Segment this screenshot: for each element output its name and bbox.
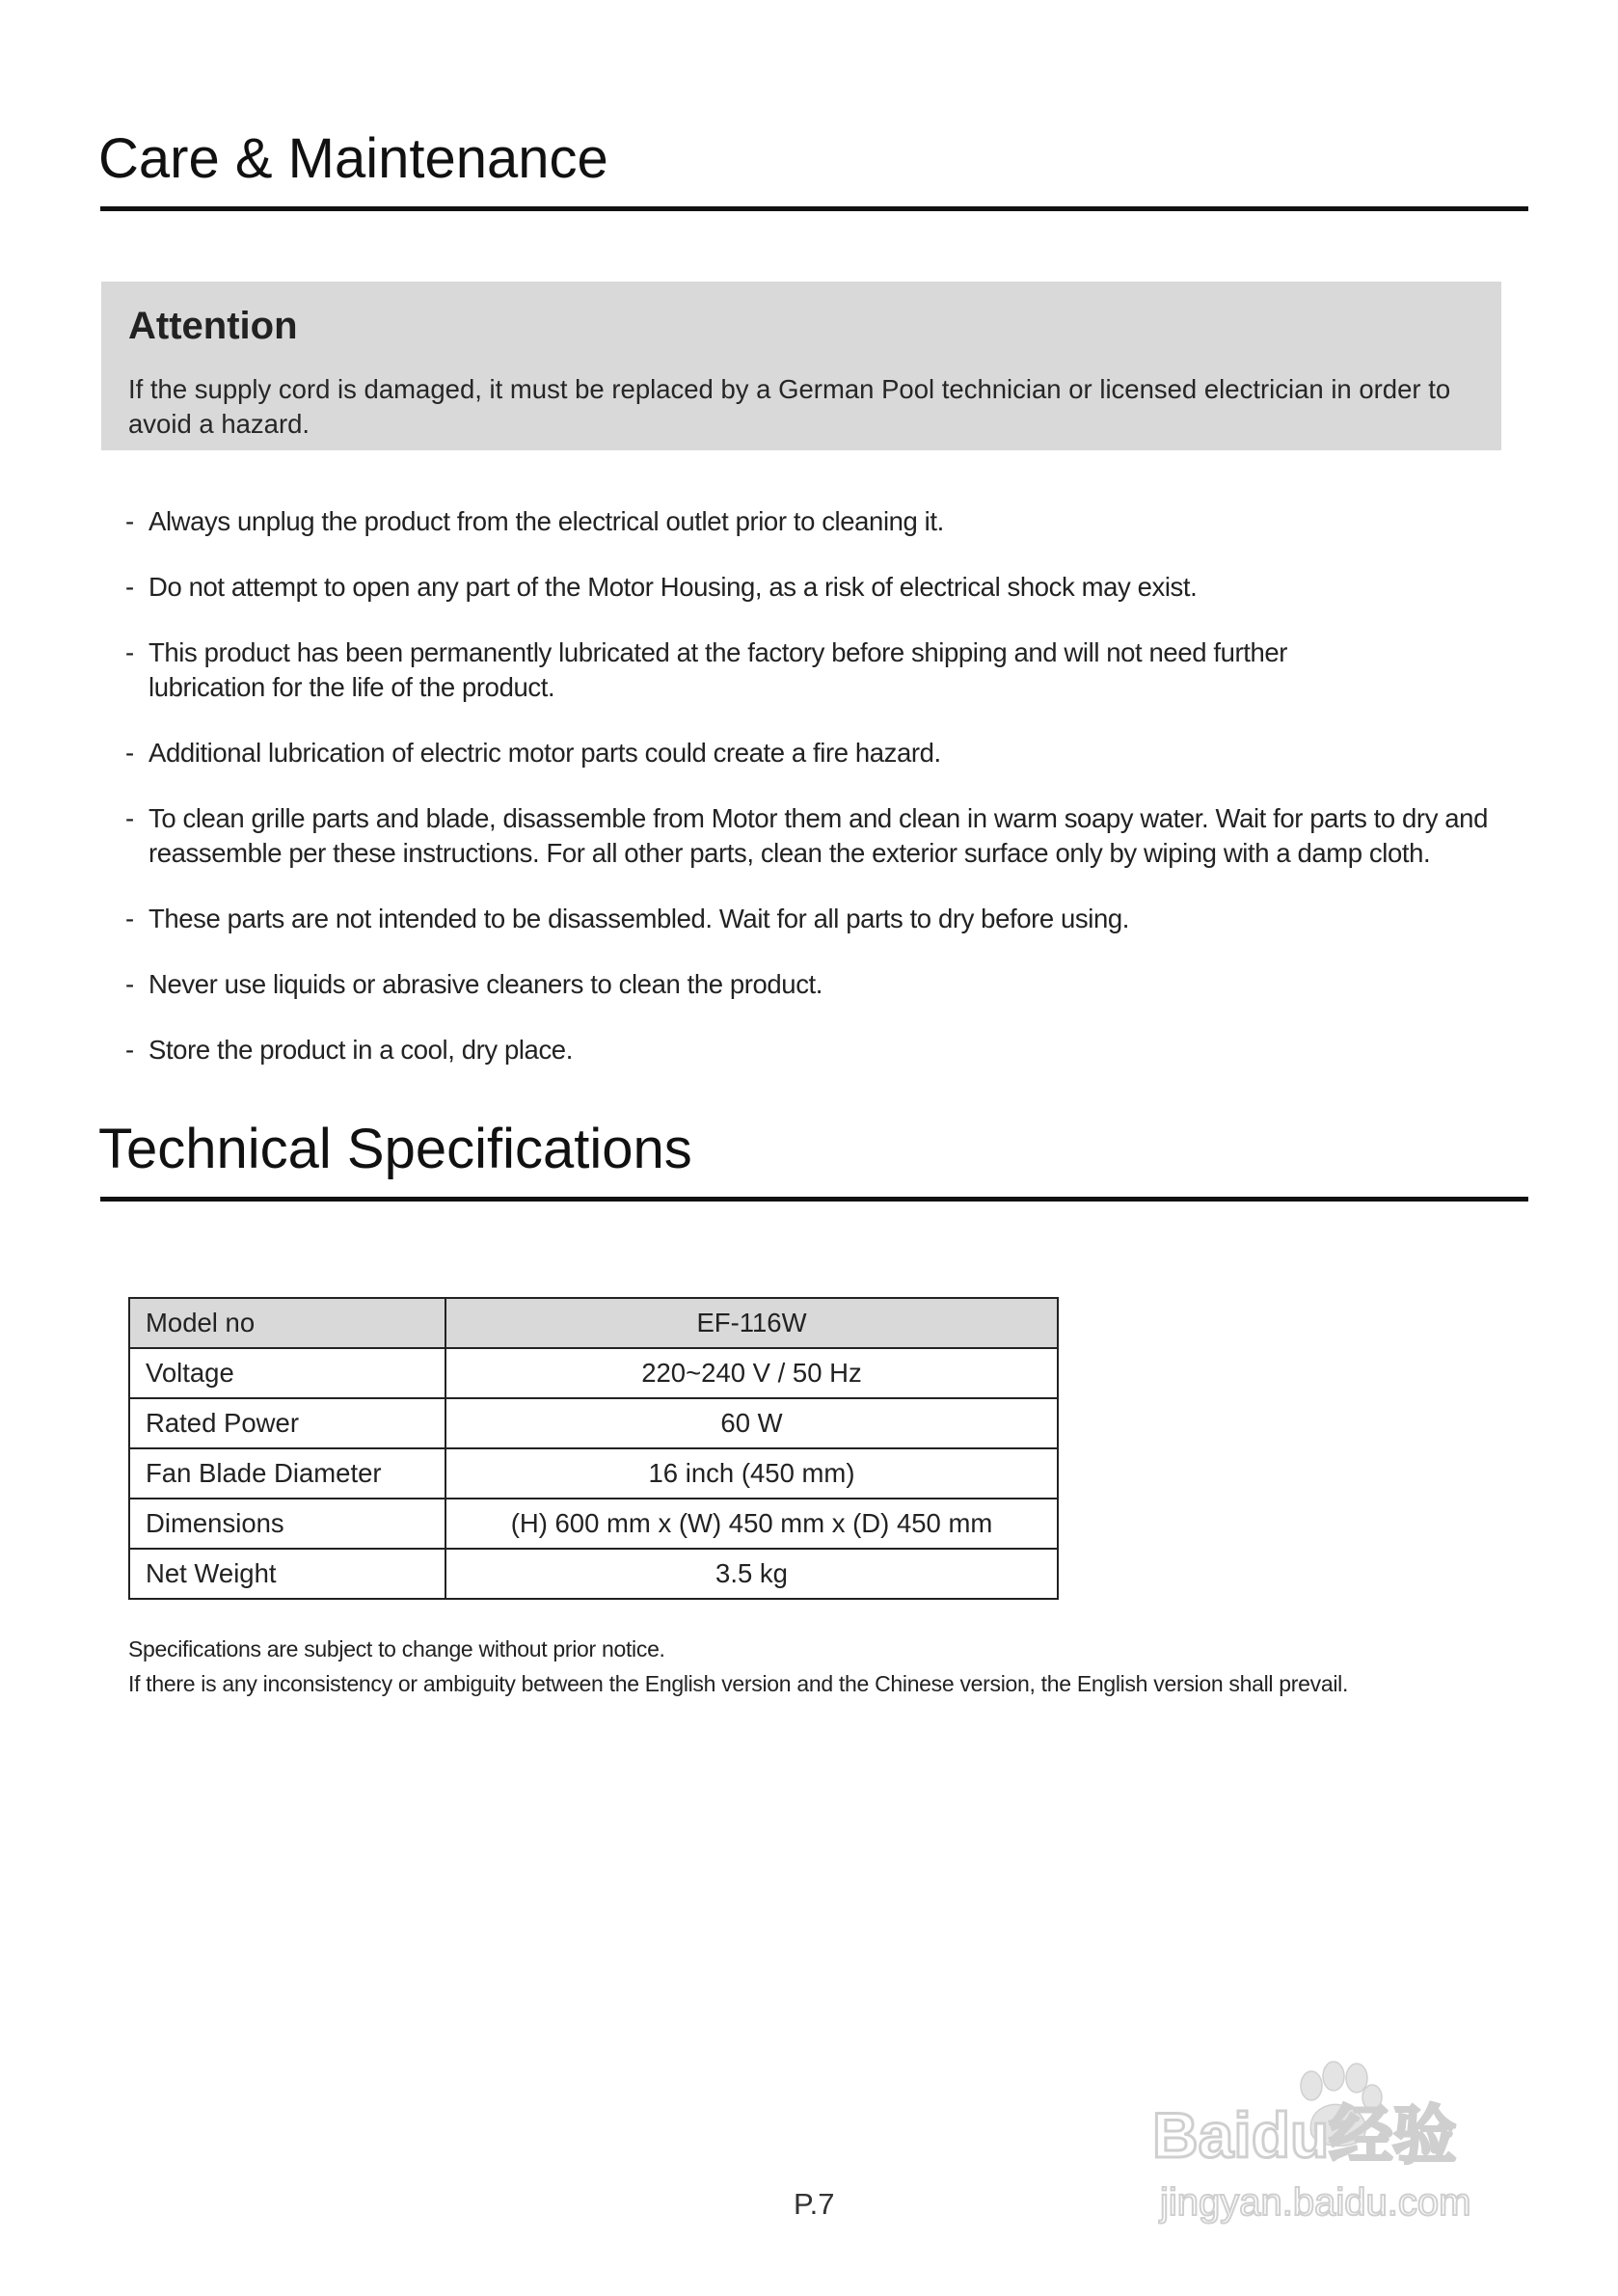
attention-box	[101, 282, 1501, 450]
list-item	[125, 635, 1495, 705]
list-dash: -	[125, 803, 134, 833]
attention-text: If the supply cord is damaged, it must be replaced by a German Pool technician or licensed electrician in order to avoid a hazard.	[128, 374, 1451, 439]
page-number: P.7	[794, 2187, 835, 2221]
list-item	[125, 967, 1495, 1002]
table-row	[129, 1448, 1058, 1499]
baidu-watermark-logo	[1152, 2049, 1538, 2242]
list-item	[125, 902, 1495, 936]
list-item-text: Do not attempt to open any part of the Motor Housing, as a risk of electrical shock may exist.	[148, 572, 1198, 602]
spec-note: Specifications are subject to change without prior notice.	[128, 1636, 665, 1661]
list-dash: -	[125, 1035, 134, 1065]
spec-value: 16 inch (450 mm)	[445, 1448, 1058, 1499]
attention-heading: Attention	[128, 305, 298, 347]
spec-value: EF-116W	[445, 1298, 1058, 1348]
care-maintenance-title: Care & Maintenance	[98, 127, 608, 190]
spec-value: 60 W	[445, 1398, 1058, 1448]
list-item-text: This product has been permanently lubricated at the factory before shipping and will not need further lubrication for the life of the product.	[148, 637, 1288, 702]
technical-specifications-title: Technical Specifications	[98, 1118, 692, 1180]
list-item	[125, 736, 1495, 770]
list-item-text: These parts are not intended to be disassembled. Wait for all parts to dry before using.	[148, 904, 1129, 933]
spec-label: Dimensions	[129, 1499, 445, 1549]
care-title-rule	[100, 206, 1528, 211]
spec-value: (H) 600 mm x (W) 450 mm x (D) 450 mm	[445, 1499, 1058, 1549]
list-item	[125, 504, 1495, 539]
list-dash: -	[125, 506, 134, 536]
care-instructions-list	[125, 504, 1495, 1098]
list-item-text: Store the product in a cool, dry place.	[148, 1035, 573, 1065]
spec-value: 3.5 kg	[445, 1549, 1058, 1599]
spec-label: Rated Power	[129, 1398, 445, 1448]
list-item	[125, 1033, 1495, 1067]
spec-value: 220~240 V / 50 Hz	[445, 1348, 1058, 1398]
list-dash: -	[125, 738, 134, 768]
spec-note: If there is any inconsistency or ambiguity between the English version and the Chinese version, the English version shall prevail.	[128, 1671, 1349, 1696]
table-row	[129, 1549, 1058, 1599]
spec-label: Net Weight	[129, 1549, 445, 1599]
list-item	[125, 801, 1495, 871]
spec-notes	[128, 1632, 1348, 1701]
spec-label: Model no	[129, 1298, 445, 1348]
table-row	[129, 1398, 1058, 1448]
watermark-url: jingyan.baidu.com	[1160, 2181, 1471, 2224]
list-item	[125, 570, 1495, 605]
list-item-text: To clean grille parts and blade, disassemble from Motor them and clean in warm soapy water. Wait for parts to dry and reassemble per these instructions. For all other parts, clean the exterior surface only by wiping with a damp cloth.	[148, 803, 1488, 868]
spec-table	[128, 1297, 1059, 1600]
table-row	[129, 1298, 1058, 1348]
spec-label: Fan Blade Diameter	[129, 1448, 445, 1499]
list-item-text: Additional lubrication of electric motor parts could create a fire hazard.	[148, 738, 941, 768]
list-item-text: Always unplug the product from the electrical outlet prior to cleaning it.	[148, 506, 944, 536]
list-dash: -	[125, 637, 134, 667]
table-row	[129, 1348, 1058, 1398]
specs-title-rule	[100, 1197, 1528, 1202]
list-dash: -	[125, 572, 134, 602]
list-dash: -	[125, 969, 134, 999]
table-row	[129, 1499, 1058, 1549]
list-dash: -	[125, 904, 134, 933]
watermark-brand: Baidu经验	[1152, 2099, 1457, 2171]
list-item-text: Never use liquids or abrasive cleaners to clean the product.	[148, 969, 823, 999]
spec-label: Voltage	[129, 1348, 445, 1398]
